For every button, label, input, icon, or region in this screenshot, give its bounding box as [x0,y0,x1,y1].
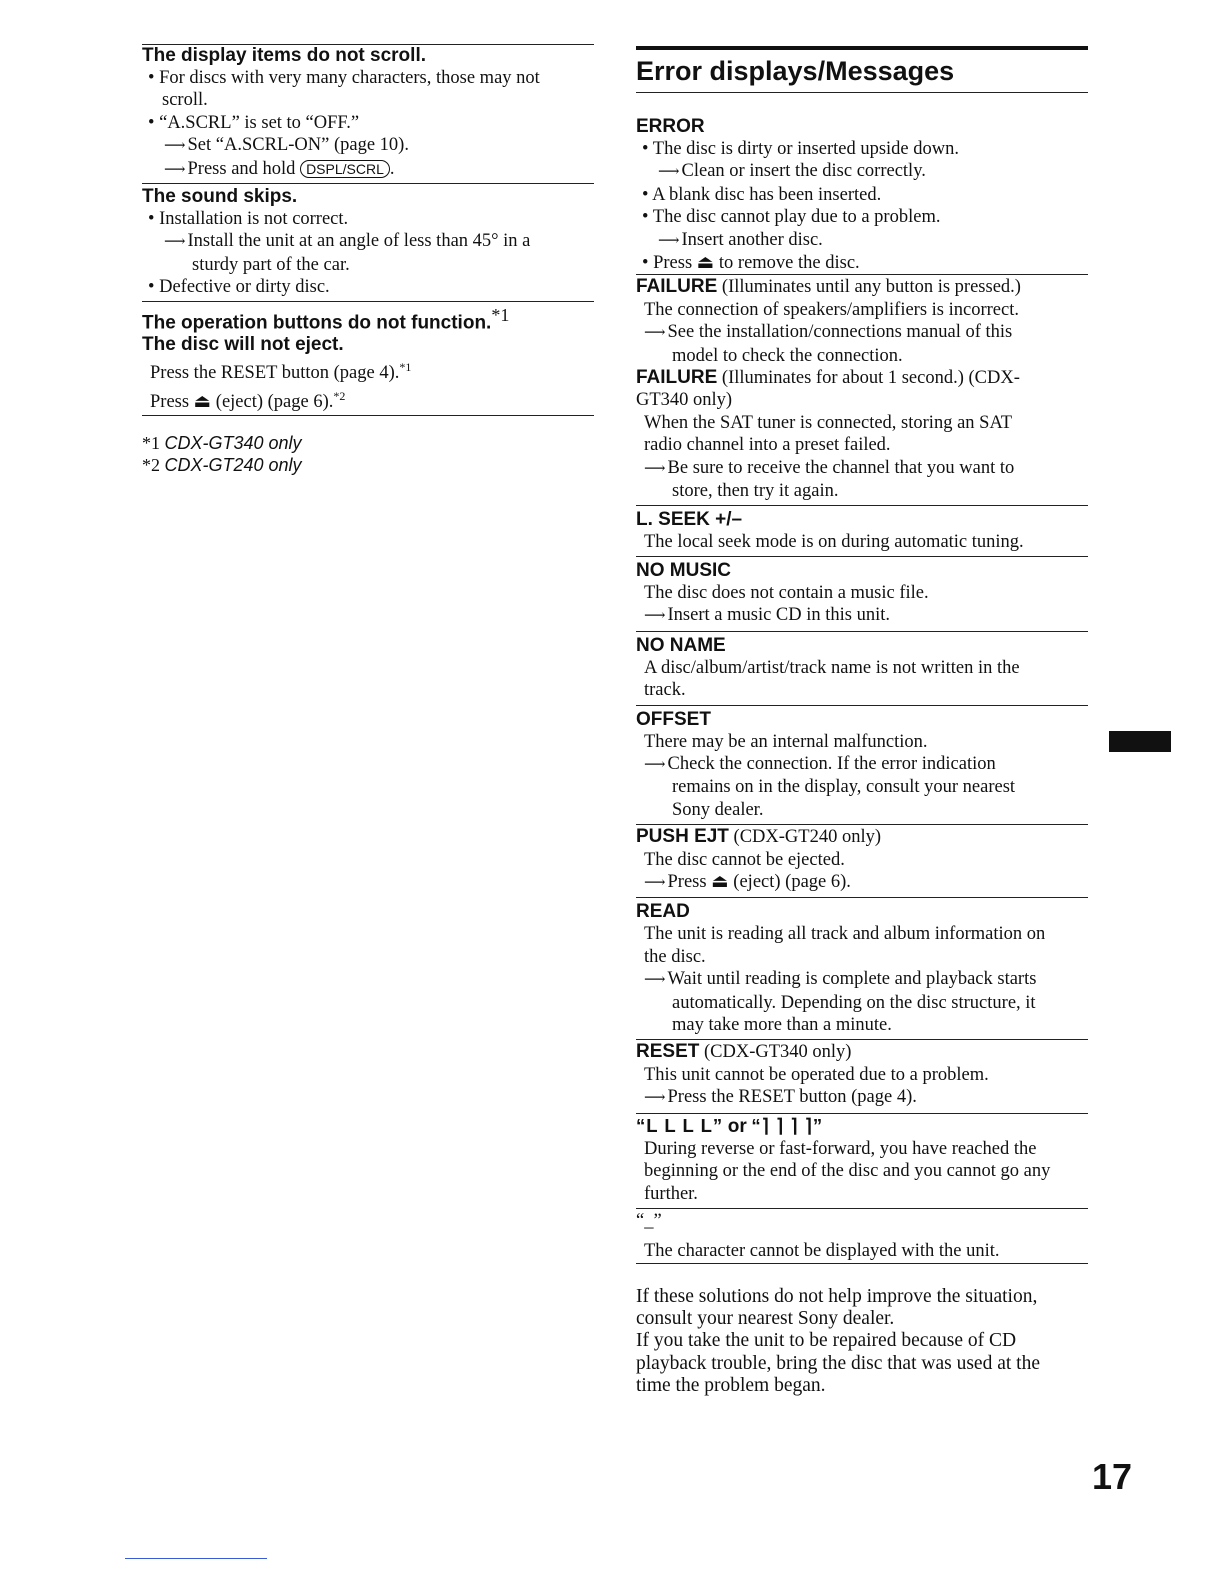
remedy-text: Press ⏏ (eject) (page 6). [667,871,851,892]
line: The character cannot be displayed with the unit. [644,1241,1000,1262]
remedy-text: Install the unit at an angle of less than 45° in a [187,231,531,252]
dspl-scrl-key: DSPL/SCRL [300,160,390,178]
footnote [142,454,594,476]
footnote-text: CDX-GT340 only [164,433,302,454]
entry-no-music [636,556,1088,628]
line-cont: the disc. [644,946,706,967]
arrow-icon: ⟶ [164,138,186,155]
section-heading [142,304,594,334]
entry-offset [636,705,1088,822]
entry-segment-display [636,1113,1088,1206]
remedy [636,1086,1088,1109]
section-display-scroll [142,44,594,181]
bullet: • “A.SCRL” is set to “OFF.” [148,112,360,133]
remedy-text: Wait until reading is complete and playback starts [667,969,1037,990]
entry-note: (CDX-GT240 only) [733,827,882,848]
closing-line: If you take the unit to be repaired because of CD [636,1330,1017,1352]
line-text: Press ⏏ (eject) (page 6). [150,391,334,412]
remedy [636,321,1088,344]
end-rule [636,1263,1088,1264]
remedy-text: Insert another disc. [681,229,823,250]
entry-heading: FAILURE [636,276,718,298]
line: The unit is reading all track and album information on [644,924,1046,945]
entry-heading: “_” [636,1211,662,1232]
entry-heading-line [636,276,1088,298]
entry-note-cont: GT340 only) [636,390,733,411]
remedy-cont: remains on in the display, consult your nearest [672,777,1016,798]
entry-heading: L. SEEK +/– [636,508,743,530]
remedy [142,230,594,253]
line: The disc cannot be ejected. [644,849,845,870]
bullet: • For discs with very many characters, those may not [148,68,540,88]
line-cont: track. [644,680,686,701]
bullet-cont: scroll. [162,90,208,111]
entry-reset [636,1039,1088,1109]
remedy-text: Be sure to receive the channel that you want to [667,457,1015,478]
entry-error [636,115,1088,274]
entry-heading: ERROR [636,116,705,137]
entry-read [636,897,1088,1036]
remedy [636,871,1088,894]
remedy-text: See the installation/connections manual of this [667,322,1013,343]
entry-push-ejt [636,824,1088,894]
arrow-icon: ⟶ [644,460,666,477]
footnote-text: CDX-GT240 only [164,455,302,476]
closing-paragraphs [636,1286,1088,1398]
section-heading: The disc will not eject. [142,333,344,355]
line: The connection of speakers/amplifiers is incorrect. [644,299,1019,320]
entry-heading-line [636,826,1088,848]
page-title: Error displays/Messages [636,50,1088,93]
remedy [142,158,594,181]
entry-failure-2 [636,367,1088,502]
remedy-cont: store, then try it again. [672,481,839,502]
arrow-icon: ⟶ [164,234,186,251]
remedy-text: Insert a music CD in this unit. [667,605,891,626]
entry-note: (CDX-GT340 only) [703,1042,852,1063]
footnote-ref: *2 [333,388,346,403]
line-text: Press the RESET button (page 4). [150,363,400,384]
arrow-icon: ⟶ [644,608,666,625]
closing-line: If these solutions do not help improve the situation, [636,1285,1038,1307]
section-tab-marker [1109,731,1171,752]
footnotes [142,432,594,476]
remedy [636,753,1088,776]
arrow-icon: ⟶ [644,874,666,891]
remedy [636,968,1088,991]
entry-heading: OFFSET [636,708,711,730]
entry-note: (Illuminates for about 1 second.) (CDX- [721,368,1020,389]
section-heading: The display items do not scroll. [142,45,426,66]
line: When the SAT tuner is connected, storing an SAT [644,412,1013,433]
arrow-icon: ⟶ [644,972,666,989]
footnote [142,432,594,454]
arrow-icon: ⟶ [644,325,666,342]
closing-line: time the problem began. [636,1375,826,1397]
line [142,385,594,414]
remedy-cont: model to check the connection. [672,345,903,366]
remedy-cont: may take more than a minute. [672,1015,892,1035]
segment-pattern-end: “⌉ ⌉ ⌉ ⌉” [751,1114,824,1136]
punct: . [389,158,395,179]
remedy [636,604,1088,627]
line-cont: beginning or the end of the disc and you cannot go any [644,1161,1051,1182]
entry-heading-line [636,367,1088,389]
bullet: • Press ⏏ to remove the disc. [642,253,860,274]
footnote-ref: *1 [491,304,510,325]
arrow-icon: ⟶ [164,161,186,178]
arrow-icon: ⟶ [658,164,680,181]
footnote-mark: *2 [142,455,160,476]
remedy [636,457,1088,480]
arrow-icon: ⟶ [658,232,680,249]
entry-heading-line [636,1115,1088,1138]
entry-heading: FAILURE [636,367,718,389]
bullet: • Defective or dirty disc. [148,277,330,298]
remedy [636,229,1088,252]
line: The disc does not contain a music file. [644,582,929,603]
section-buttons-eject [142,301,594,416]
line-cont: radio channel into a preset failed. [644,435,891,456]
segment-pattern-begin: “L L L L” [636,1114,724,1136]
remedy-text: Press and hold [187,158,296,179]
section-heading: The sound skips. [142,186,298,208]
entry-heading-line [636,1041,1088,1063]
entry-note: (Illuminates until any button is pressed.) [721,277,1021,298]
section-sound-skips [142,183,594,299]
line: A disc/album/artist/track name is not written in the [644,657,1020,678]
remedy-cont: Sony dealer. [672,799,764,820]
bullet: • A blank disc has been inserted. [642,184,882,205]
footer-rule [125,1558,267,1559]
entry-heading: NO NAME [636,634,726,656]
closing-line: playback trouble, bring the disc that was used at the [636,1352,1040,1374]
entry-heading: PUSH EJT [636,826,729,848]
closing-line: consult your nearest Sony dealer. [636,1308,895,1330]
footnote-mark: *1 [142,433,160,454]
remedy [636,160,1088,183]
remedy-text: Clean or insert the disc correctly. [681,161,926,182]
remedy-cont: sturdy part of the car. [192,254,350,275]
entry-heading: READ [636,901,690,923]
bullet: • The disc cannot play due to a problem. [642,207,941,228]
arrow-icon: ⟶ [644,1090,666,1107]
line: During reverse or fast-forward, you have reached the [644,1139,1037,1160]
line: There may be an internal malfunction. [644,731,928,752]
remedy-text: Check the connection. If the error indication [667,753,996,774]
heading-text: The operation buttons do not function. [142,311,492,333]
entry-heading: RESET [636,1041,700,1063]
right-column [636,46,1088,1398]
arrow-icon: ⟶ [644,756,666,773]
line-cont: further. [644,1183,698,1204]
entry-underscore [636,1208,1088,1262]
entry-failure-1 [636,274,1088,367]
entry-lseek [636,505,1088,553]
bullet: • The disc is dirty or inserted upside down. [642,139,959,159]
footnote-ref: *1 [399,359,412,374]
remedy [142,134,594,157]
remedy-cont: automatically. Depending on the disc structure, it [672,992,1036,1013]
remedy-text: Set “A.SCRL-ON” (page 10). [187,135,409,156]
entry-heading: NO MUSIC [636,559,731,581]
entry-no-name [636,631,1088,702]
page-number: 17 [1092,1456,1133,1497]
line: The local seek mode is on during automatic tuning. [644,531,1024,552]
left-column [142,44,594,476]
line [142,356,594,385]
line: This unit cannot be operated due to a problem. [644,1064,989,1085]
or-word: or [727,1115,747,1137]
remedy-text: Press the RESET button (page 4). [667,1087,917,1108]
bullet: • Installation is not correct. [148,209,349,230]
